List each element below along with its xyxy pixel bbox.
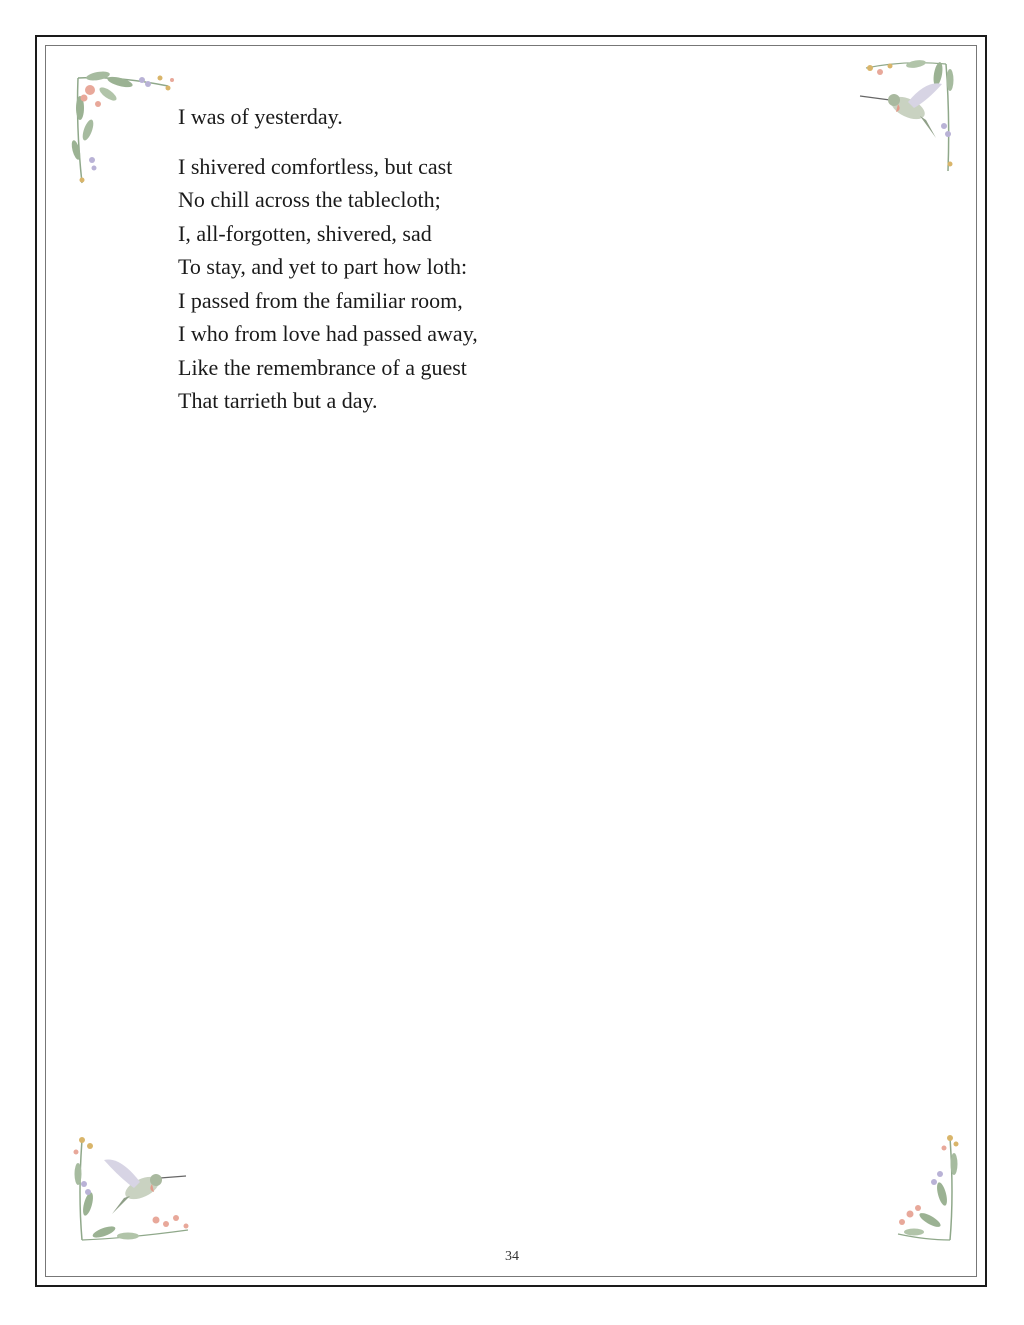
- poem-text: [178, 100, 478, 418]
- poem-line: No chill across the tablecloth;: [178, 187, 441, 212]
- floral-corner-icon: [68, 68, 180, 188]
- floral-corner-icon: [890, 1134, 962, 1246]
- page-number: 34: [505, 1249, 519, 1264]
- poem-line: I was of yesterday.: [178, 104, 343, 129]
- poem-line: That tarrieth but a day.: [178, 388, 378, 413]
- hummingbird-floral-icon: [856, 56, 956, 176]
- poem-line: I, all-forgotten, shivered, sad: [178, 220, 432, 246]
- poem-line: To stay, and yet to part how loth:: [178, 254, 468, 279]
- poem-stanza-2: [178, 150, 478, 418]
- poem-line: Like the remembrance of a guest: [178, 354, 467, 380]
- hummingbird-floral-icon: [70, 1134, 195, 1246]
- poem-line: I shivered comfortless, but cast: [178, 153, 453, 179]
- poem-line: I who from love had passed away,: [178, 321, 478, 346]
- poem-stanza-1: [178, 100, 478, 134]
- poem-line: I passed from the familiar room,: [178, 287, 463, 313]
